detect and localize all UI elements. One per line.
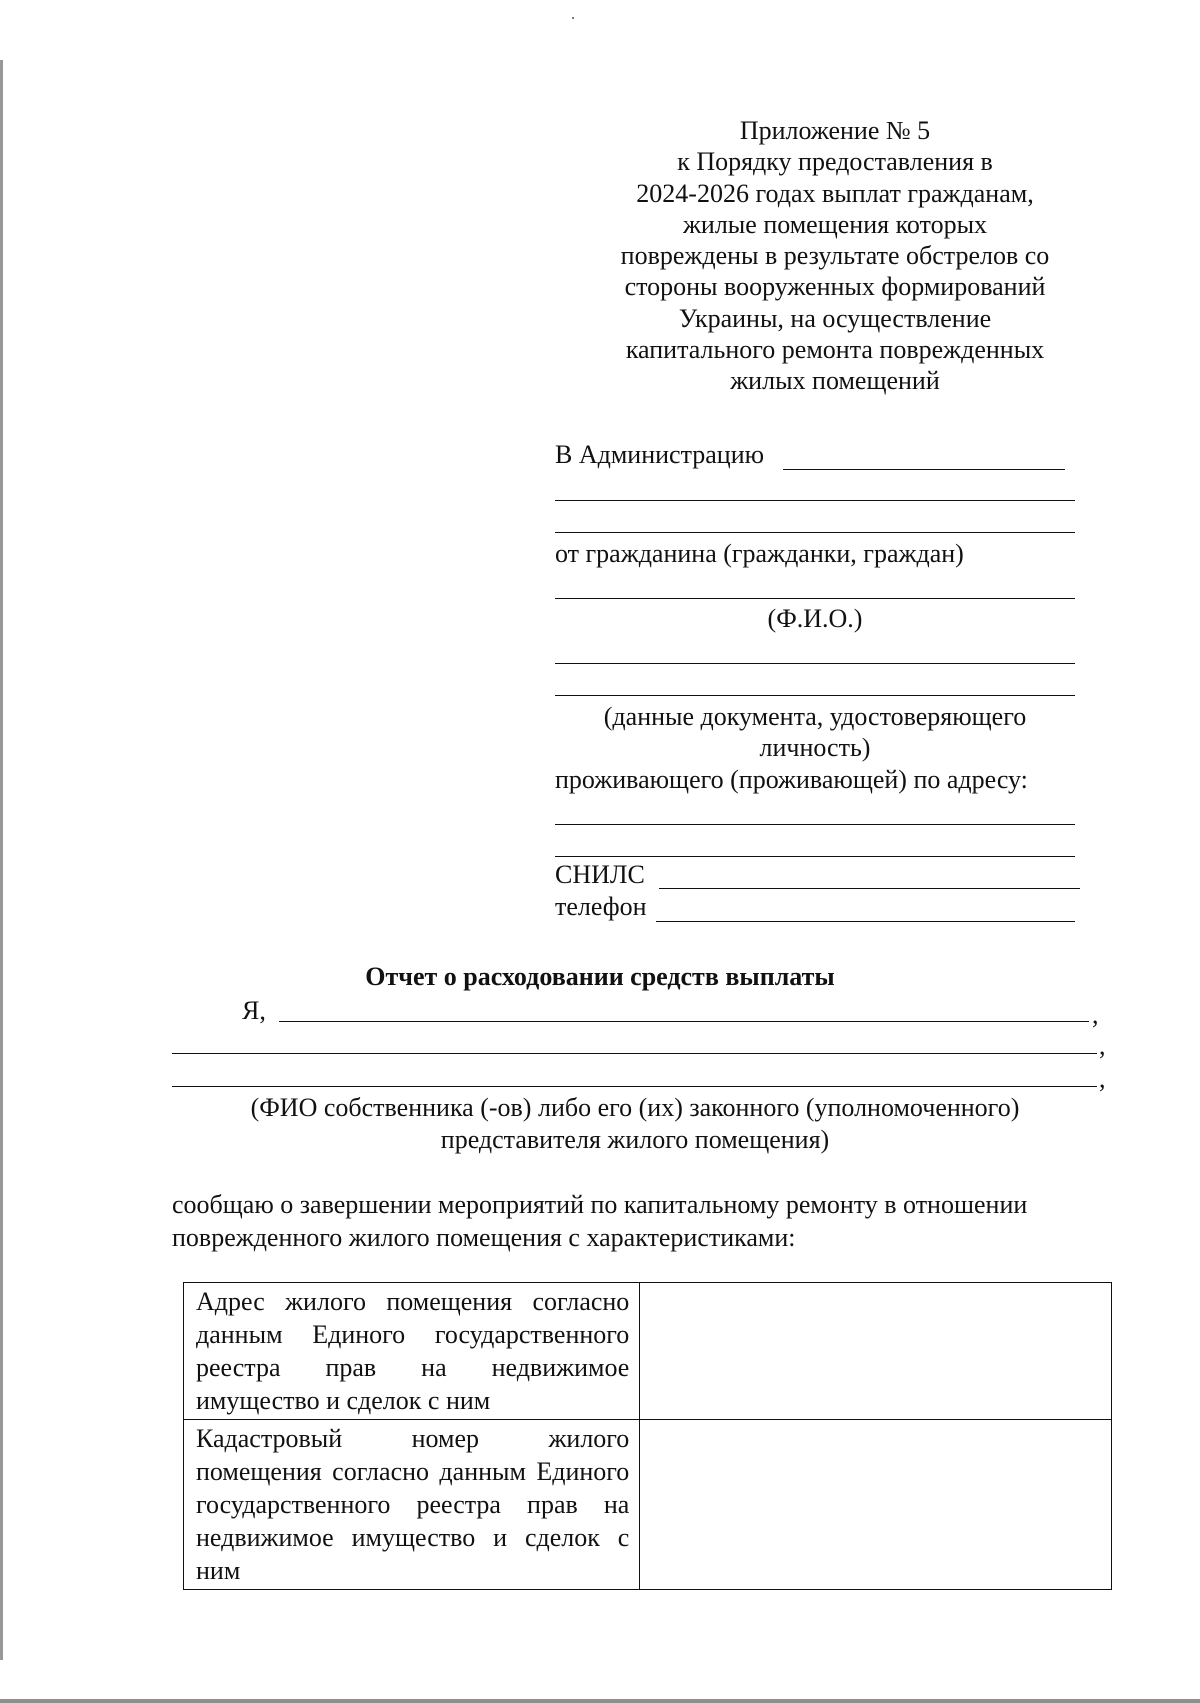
- id-doc-caption-1: (данные документа, удостоверяющего: [603, 702, 1027, 731]
- address-value-cell[interactable]: [640, 1283, 1112, 1420]
- address-label-cell: Адрес жилого помещения согласно данным Единого государственного реестра прав на недвижимое имущество и сделок с ним: [184, 1283, 640, 1420]
- appendix-line: жилые помещения которых: [682, 209, 988, 239]
- declarant-fio-field-2[interactable]: [172, 1053, 1097, 1054]
- declarant-fio-field-3[interactable]: [172, 1086, 1097, 1087]
- from-citizen-label: от гражданина (гражданки, граждан): [555, 539, 964, 568]
- id-doc-caption-2: личность): [759, 733, 871, 762]
- snils-label: СНИЛС: [555, 860, 645, 889]
- comma: ,: [1099, 1031, 1106, 1060]
- declarant-prefix: Я,: [242, 996, 266, 1025]
- cadastral-value-cell[interactable]: [640, 1420, 1112, 1590]
- appendix-line: 2024-2026 годах выплат гражданам,: [636, 178, 1034, 208]
- table-row: [184, 1420, 1112, 1590]
- statement-paragraph: [172, 1188, 1112, 1254]
- phone-label: телефон: [555, 892, 647, 921]
- fio-caption: (Ф.И.О.): [767, 604, 863, 633]
- declarant-fio-field[interactable]: [279, 1021, 1089, 1022]
- cadastral-label-cell: Кадастровый номер жилого помещения согласно данным Единого государственного реестра прав на недвижимое имущество и сделок с ним: [184, 1420, 640, 1590]
- declarant-caption-1: (ФИО собственника (-ов) либо его (их) законного (уполномоченного): [250, 1093, 1020, 1122]
- appendix-line: Украины, на осуществление: [678, 303, 992, 333]
- appendix-line: стороны вооруженных формирований: [624, 272, 1046, 302]
- declarant-caption-2: представителя жилого помещения): [440, 1125, 830, 1154]
- report-title: Отчет о расходовании средств выплаты: [365, 962, 835, 991]
- property-table: [183, 1282, 1112, 1590]
- table-row: [184, 1283, 1112, 1420]
- residing-label: проживающего (проживающей) по адресу:: [555, 765, 1028, 794]
- appendix-line: жилых помещений: [730, 366, 940, 396]
- appendix-line: повреждены в результате обстрелов со: [620, 241, 1050, 271]
- statement-line-1: сообщаю о завершении мероприятий по капитальному ремонту в отношении: [172, 1190, 1028, 1219]
- comma: ,: [1099, 1064, 1106, 1093]
- appendix-line: капитального ремонта поврежденных: [625, 335, 1045, 365]
- comma: ,: [1092, 1000, 1099, 1029]
- appendix-line: Приложение № 5: [739, 116, 931, 145]
- to-admin-label: В Администрацию: [555, 440, 765, 469]
- statement-line-2: поврежденного жилого помещения с характеристиками:: [172, 1223, 796, 1252]
- appendix-line: к Порядку предоставления в: [677, 147, 993, 177]
